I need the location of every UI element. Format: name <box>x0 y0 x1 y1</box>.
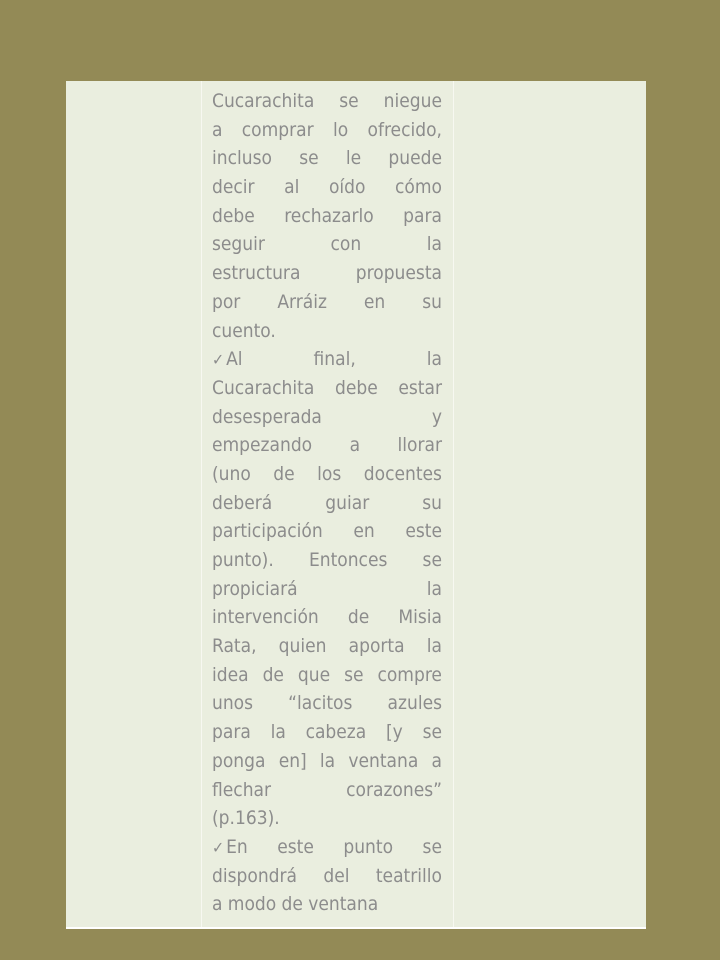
text-word: se <box>344 663 364 686</box>
text-word: idea <box>212 663 249 686</box>
text-word: que <box>297 663 331 686</box>
text-word: estructura <box>212 262 301 285</box>
text-line <box>212 288 442 317</box>
text-word: en <box>353 520 375 543</box>
text-word: este <box>277 835 314 858</box>
text-line <box>212 317 442 346</box>
text-word: la <box>426 233 442 256</box>
checkmark-icon: ✓ <box>212 837 225 857</box>
text-word: (uno <box>212 462 251 485</box>
text-word: su <box>422 290 442 313</box>
text-word: del <box>323 864 350 887</box>
text-word: guiar <box>325 491 370 514</box>
text-line <box>212 603 442 632</box>
text-word: [y <box>386 721 403 744</box>
text-word: decir <box>212 176 255 199</box>
text-word: la <box>426 577 442 600</box>
text-word: modo <box>227 893 277 916</box>
text-word: Al <box>226 348 243 371</box>
text-line <box>212 804 442 833</box>
text-word: flechar <box>212 778 272 801</box>
text-word: para <box>212 721 251 744</box>
text-word: con <box>330 233 362 256</box>
text-word: para <box>403 204 442 227</box>
text-word: se <box>422 549 442 571</box>
text-word: empezando <box>212 434 313 457</box>
table-cell-text <box>202 81 454 927</box>
text-line <box>212 489 442 518</box>
text-line <box>212 87 442 116</box>
text-word: niegue <box>383 90 442 112</box>
text-word: de <box>281 893 303 916</box>
text-word: quien <box>278 635 327 658</box>
text-word: intervención <box>212 606 319 629</box>
text-line <box>212 460 442 489</box>
text-word: en <box>363 290 386 313</box>
text-word: corazones” <box>346 778 442 801</box>
text-word: lo <box>332 118 349 141</box>
text-word: llorar <box>397 434 442 457</box>
table-cell-right <box>454 81 646 927</box>
text-word: debe <box>334 376 378 399</box>
text-word: Cucarachita <box>212 90 315 112</box>
text-word: este <box>405 520 442 543</box>
text-line <box>212 403 442 432</box>
text-word: cuento. <box>212 319 276 342</box>
text-line <box>212 374 442 403</box>
text-line <box>212 202 442 231</box>
text-word: la <box>319 749 336 772</box>
text-line <box>212 230 442 259</box>
text-line <box>212 632 442 661</box>
table-cell-left <box>66 81 202 927</box>
text-line <box>212 575 442 604</box>
text-line <box>212 833 442 862</box>
text-line <box>212 718 442 747</box>
text-word: a <box>349 434 361 457</box>
text-word: deberá <box>212 491 273 514</box>
text-word: ventana <box>348 749 419 772</box>
text-line <box>212 259 442 288</box>
text-line <box>212 776 442 805</box>
text-word: estar <box>398 376 442 399</box>
text-word: dispondrá <box>212 864 298 887</box>
text-word: comprar <box>241 118 314 141</box>
text-word: cómo <box>395 176 442 199</box>
text-line <box>212 862 442 891</box>
text-word: la <box>426 348 442 371</box>
text-word: al <box>284 176 300 199</box>
text-word: compre <box>377 663 442 686</box>
text-word: unos <box>212 692 254 715</box>
text-word: oído <box>328 176 366 199</box>
content-table <box>66 81 646 929</box>
bullet-item <box>212 345 243 375</box>
text-word: a <box>212 893 223 916</box>
checkmark-icon: ✓ <box>212 350 225 370</box>
text-word: docentes <box>363 462 442 485</box>
text-word: de <box>347 606 370 629</box>
text-word: por <box>212 290 241 313</box>
text-word: incluso <box>212 147 272 170</box>
text-word: Misia <box>398 606 442 629</box>
text-word: a <box>212 118 223 141</box>
text-word: se <box>299 147 319 170</box>
text-line <box>212 890 442 919</box>
text-line <box>212 747 442 776</box>
text-word: su <box>422 491 442 514</box>
text-word: ventana <box>308 893 379 916</box>
text-word: propuesta <box>355 262 442 285</box>
text-word: le <box>345 147 362 170</box>
text-word: azules <box>387 692 442 715</box>
text-line <box>212 431 442 460</box>
text-line <box>212 144 442 173</box>
text-word: la <box>426 635 442 658</box>
text-word: teatrillo <box>375 864 442 887</box>
text-line <box>212 116 442 145</box>
text-word: debe <box>212 204 255 227</box>
text-word: puede <box>388 147 442 170</box>
text-word: Entonces <box>308 549 388 571</box>
text-line <box>212 345 442 374</box>
text-word: Cucarachita <box>212 376 315 399</box>
text-word: de <box>262 663 284 686</box>
text-word: en] <box>278 749 307 772</box>
bullet-item <box>212 833 248 863</box>
text-word: rechazarlo <box>284 204 374 227</box>
text-word: desesperada <box>212 405 322 428</box>
text-word: En <box>226 835 248 858</box>
text-word: seguir <box>212 233 265 256</box>
text-word: a <box>431 749 442 772</box>
text-word: y <box>431 405 442 428</box>
text-word: cabeza <box>305 721 367 744</box>
text-word: aporta <box>348 635 405 658</box>
text-word: los <box>317 462 342 485</box>
text-word: (p.163). <box>212 807 280 830</box>
text-word: ponga <box>212 749 266 772</box>
text-word: propiciará <box>212 577 298 600</box>
text-word: punto). <box>212 549 274 571</box>
text-line <box>212 173 442 202</box>
text-line <box>212 546 442 575</box>
text-word: se <box>339 90 359 112</box>
text-word: de <box>273 462 295 485</box>
text-word: la <box>270 721 286 744</box>
text-word: se <box>422 721 442 744</box>
text-word: punto <box>343 835 394 858</box>
text-word: final, <box>313 348 356 371</box>
text-line <box>212 689 442 718</box>
text-word: participación <box>212 520 323 543</box>
text-word: Rata, <box>212 635 257 658</box>
text-line <box>212 661 442 690</box>
text-word: ofrecido, <box>367 118 442 141</box>
text-word: “lacitos <box>288 692 353 715</box>
text-word: Arráiz <box>277 290 327 313</box>
text-line <box>212 517 442 546</box>
text-word: se <box>422 835 442 858</box>
